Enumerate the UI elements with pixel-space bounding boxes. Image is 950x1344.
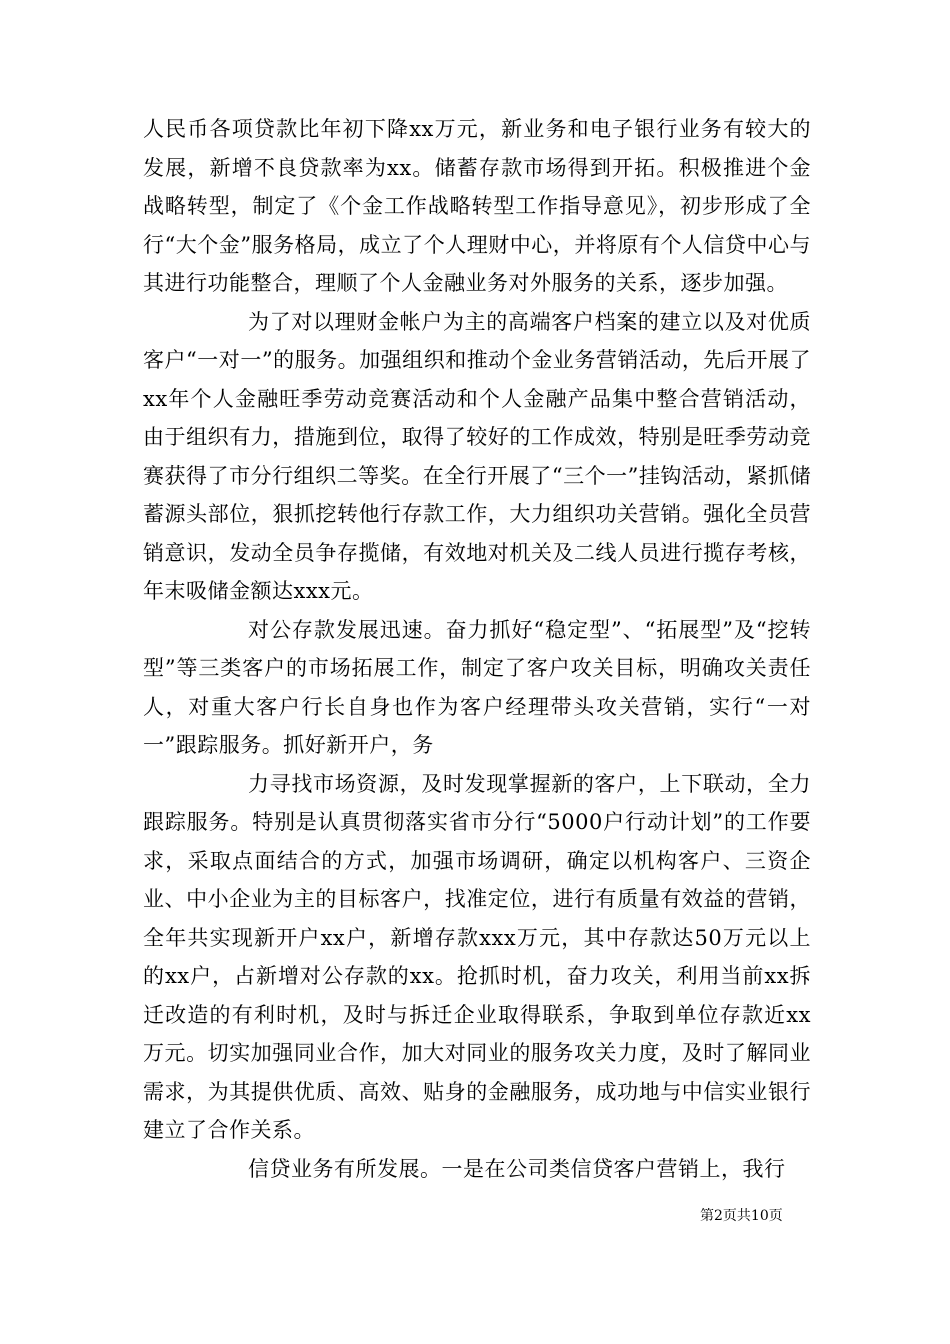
paragraph-3: 对公存款发展迅速。奋力抓好“稳定型”、“拓展型”及“挖转型”等三类客户的市场拓展工作，制定了客户攻关目标，明确攻关责任人，对重大客户行长自身也作为客户经理带头攻关营销，实行“一对一”跟踪服务。抓好新开户，务: [143, 617, 811, 757]
paragraph-4: 力寻找市场资源，及时发现掌握新的客户，上下联动，全力跟踪服务。特别是认真贯彻落实省市分行“5000户行动计划”的工作要求，采取点面结合的方式，加强市场调研，确定以机构客户、三资企业、中小企业为主的目标客户，找准定位，进行有质量有效益的营销，全年共实现新开户xx户，新增存款xxx万元，其中存款达50万元以上的xx户，占新增对公存款的xx。抢抓时机，奋力攻关，利用当前xx拆迁改造的有利时机，及时与拆迁企业取得联系，争取到单位存款近xx万元。切实加强同业合作，加大对同业的服务攻关力度，及时了解同业需求，为其提供优质、高效、贴身的金融服务，成功地与中信实业银行建立了合作关系。: [143, 771, 811, 1142]
page-number: 第2页共10页: [700, 1208, 783, 1224]
paragraph-1: 人民币各项贷款比年初下降xx万元，新业务和电子银行业务有较大的发展，新增不良贷款率为xx。储蓄存款市场得到开拓。积极推进个金战略转型，制定了《个金工作战略转型工作指导意见》，初步形成了全行“大个金”服务格局，成立了个人理财中心，并将原有个人信贷中心与其进行功能整合，理顺了个人金融业务对外服务的关系，逐步加强。: [143, 117, 811, 295]
paragraph-5: 信贷业务有所发展。一是在公司类信贷客户营销上，我行: [248, 1156, 786, 1181]
document-body: [143, 110, 811, 1188]
paragraph-2: 为了对以理财金帐户为主的高端客户档案的建立以及对优质客户“一对一”的服务。加强组织和推动个金业务营销活动，先后开展了xx年个人金融旺季劳动竞赛活动和个人金融产品集中整合营销活动，由于组织有力，措施到位，取得了较好的工作成效，特别是旺季劳动竞赛获得了市分行组织二等奖。在全行开展了“三个一”挂钩活动，紧抓储蓄源头部位，狠抓挖转他行存款工作，大力组织功关营销。强化全员营销意识，发动全员争存揽储，有效地对机关及二线人员进行揽存考核，年末吸储金额达xxx元。: [143, 309, 811, 603]
